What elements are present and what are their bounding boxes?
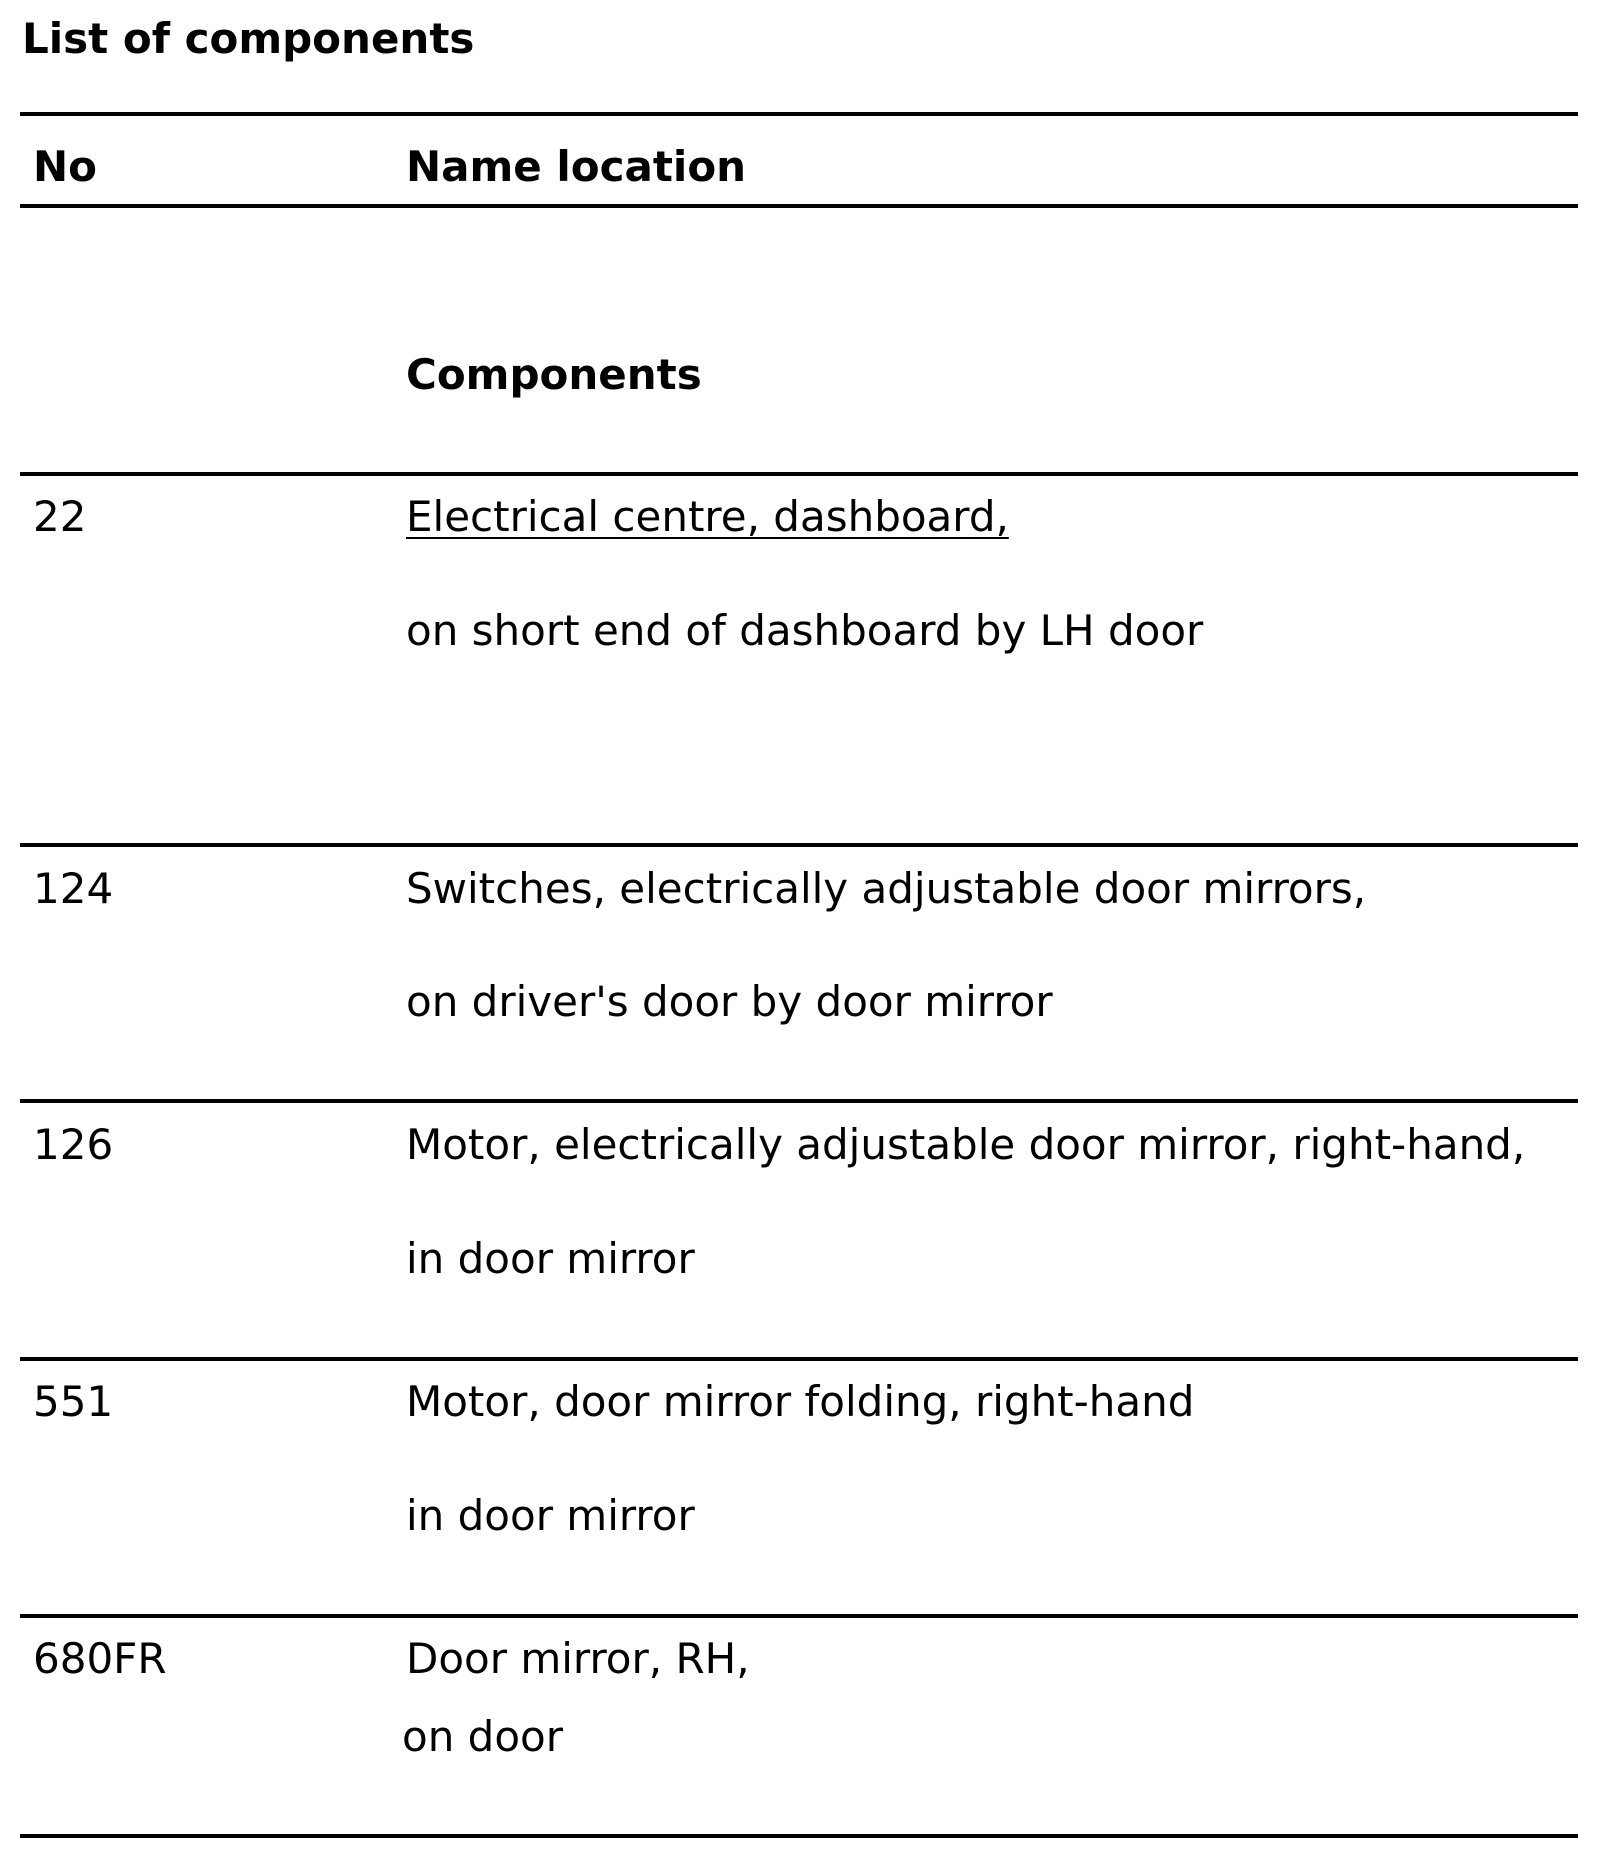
component-number: 126 [33,1120,114,1169]
row-divider [20,472,1578,476]
component-name: Door mirror, RH, [406,1634,750,1683]
component-name: Switches, electrically adjustable door mirrors, [406,864,1367,913]
header-name-location: Name location [406,142,747,191]
table-bottom-rule [20,1834,1578,1838]
component-location: in door mirror [406,1491,695,1540]
row-divider [20,1614,1578,1618]
row-divider [20,1357,1578,1361]
header-bottom-rule [20,204,1578,208]
component-location: on door [402,1712,563,1761]
component-number: 124 [33,864,114,913]
component-name: Electrical centre, dashboard, [406,492,1009,541]
component-location: on driver's door by door mirror [406,977,1053,1026]
component-number: 22 [33,492,87,541]
row-divider [20,1099,1578,1103]
section-heading: Components [406,350,702,399]
component-number: 680FR [33,1634,167,1683]
row-divider [20,843,1578,847]
document-title: List of components [22,14,475,63]
component-name: Motor, electrically adjustable door mirror, right-hand, [406,1120,1526,1169]
header-no: No [33,142,98,191]
component-location: in door mirror [406,1234,695,1283]
component-location: on short end of dashboard by LH door [406,606,1204,655]
table-top-rule [20,112,1578,116]
component-name: Motor, door mirror folding, right-hand [406,1377,1195,1426]
component-number: 551 [33,1377,114,1426]
